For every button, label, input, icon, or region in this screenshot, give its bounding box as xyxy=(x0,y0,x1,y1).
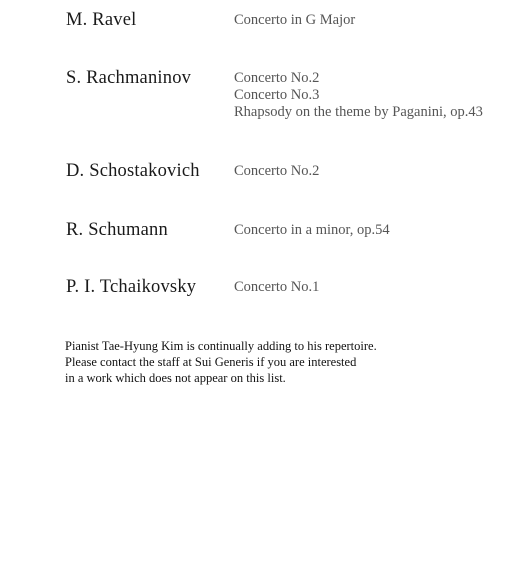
work-list xyxy=(234,222,390,239)
composer-name: D. Schostakovich xyxy=(66,161,200,181)
work-title: Concerto No.3 xyxy=(234,87,320,103)
note-line: in a work which does not appear on this list. xyxy=(65,371,286,385)
composer-name: P. I. Tchaikovsky xyxy=(66,277,197,297)
work-title: Rhapsody on the theme by Paganini, op.43 xyxy=(234,104,483,120)
work-title: Concerto in a minor, op.54 xyxy=(234,222,390,238)
note-line: Please contact the staff at Sui Generis if you are interested xyxy=(65,355,357,369)
work-list xyxy=(234,279,319,296)
work-title: Concerto in G Major xyxy=(234,12,356,28)
work-title: Concerto No.1 xyxy=(234,279,320,295)
composer-name: M. Ravel xyxy=(66,10,137,30)
work-list xyxy=(234,163,319,180)
work-list xyxy=(234,12,355,29)
work-title: Concerto No.2 xyxy=(234,70,320,86)
repertoire-note xyxy=(65,338,377,386)
work-title: Concerto No.2 xyxy=(234,163,320,179)
note-line: Pianist Tae-Hyung Kim is continually adding to his repertoire. xyxy=(65,339,377,353)
composer-name: S. Rachmaninov xyxy=(66,68,192,88)
work-list xyxy=(234,70,483,121)
composer-name: R. Schumann xyxy=(66,220,168,240)
